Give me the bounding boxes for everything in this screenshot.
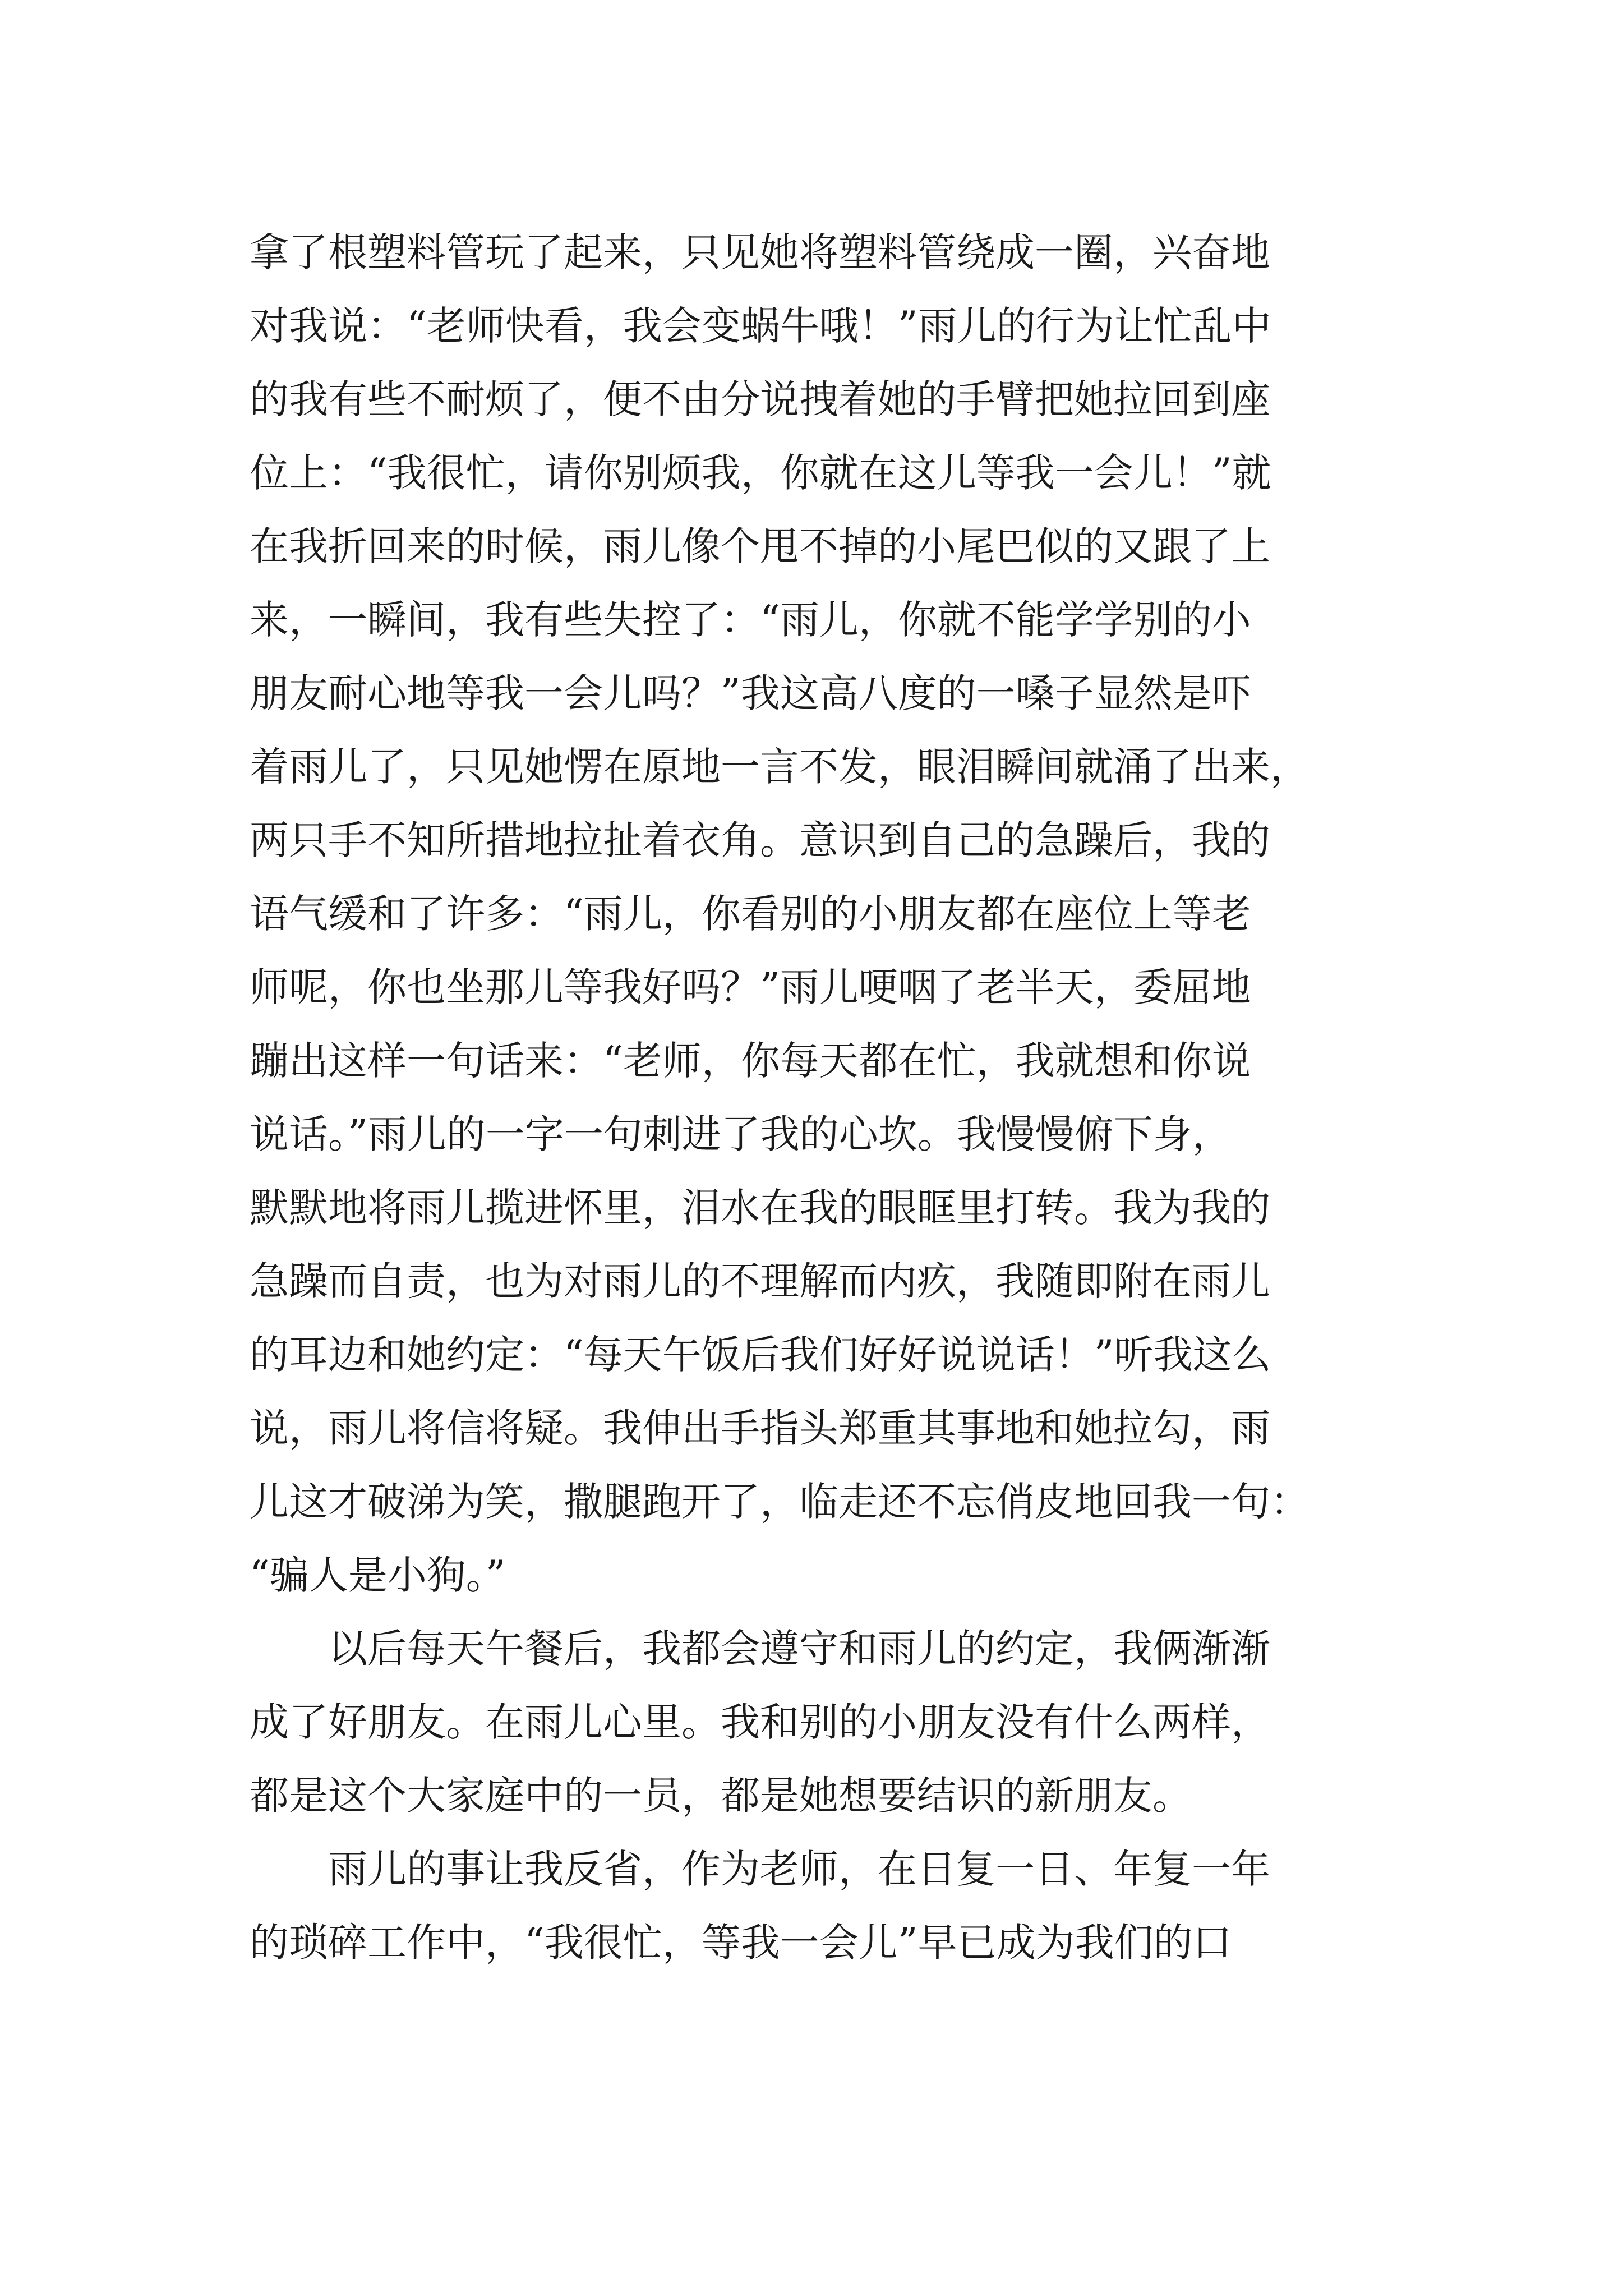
text-line: 的我有些不耐烦了，便不由分说拽着她的手臂把她拉回到座	[250, 376, 1270, 422]
text-line: 着雨儿了，只见她愣在原地一言不发，眼泪瞬间就涌了出来，	[250, 744, 1310, 790]
text-line: 都是这个大家庭中的一员，都是她想要结识的新朋友。	[250, 1773, 1192, 1819]
text-line: “骗人是小狗。”	[250, 1552, 506, 1598]
text-line: 说，雨儿将信将疑。我伸出手指头郑重其事地和她拉勾，雨	[250, 1405, 1270, 1451]
text-line: 的耳边和她约定：“每天午饭后我们好好说说话！”听我这么	[250, 1332, 1271, 1378]
text-line: 拿了根塑料管玩了起来，只见她将塑料管绕成一圈，兴奋地	[250, 229, 1270, 275]
text-line: 急躁而自责，也为对雨儿的不理解而内疚，我随即附在雨儿	[250, 1258, 1270, 1304]
paragraph-start-line: 以后每天午餐后，我都会遵守和雨儿的约定，我俩渐渐	[328, 1626, 1270, 1672]
text-line: 两只手不知所措地拉扯着衣角。意识到自己的急躁后，我的	[250, 817, 1270, 863]
text-line: 对我说：“老师快看，我会变蜗牛哦！”雨儿的行为让忙乱中	[250, 303, 1271, 349]
text-line: 默默地将雨儿揽进怀里，泪水在我的眼眶里打转。我为我的	[250, 1185, 1270, 1231]
text-line: 说话。”雨儿的一字一句刺进了我的心坎。我慢慢俯下身，	[250, 1111, 1232, 1157]
text-line: 师呢，你也坐那儿等我好吗？”雨儿哽咽了老半天，委屈地	[250, 964, 1251, 1010]
text-line: 位上：“我很忙，请你别烦我，你就在这儿等我一会儿！”就	[250, 450, 1271, 496]
text-line: 语气缓和了许多：“雨儿，你看别的小朋友都在座位上等老	[250, 891, 1251, 937]
text-line: 朋友耐心地等我一会儿吗？”我这高八度的一嗓子显然是吓	[250, 670, 1251, 716]
text-line: 来，一瞬间，我有些失控了：“雨儿，你就不能学学别的小	[250, 597, 1251, 643]
text-line: 的琐碎工作中，“我很忙，等我一会儿”早已成为我们的口	[250, 1920, 1232, 1966]
text-line: 在我折回来的时候，雨儿像个甩不掉的小尾巴似的又跟了上	[250, 523, 1270, 569]
paragraph-start-line: 雨儿的事让我反省，作为老师，在日复一日、年复一年	[328, 1846, 1270, 1892]
text-line: 儿这才破涕为笑，撒腿跑开了，临走还不忘俏皮地回我一句：	[250, 1479, 1310, 1525]
text-line: 成了好朋友。在雨儿心里。我和别的小朋友没有什么两样，	[250, 1699, 1270, 1745]
text-line: 蹦出这样一句话来：“老师，你每天都在忙，我就想和你说	[250, 1038, 1251, 1084]
body-text	[250, 216, 1394, 1980]
